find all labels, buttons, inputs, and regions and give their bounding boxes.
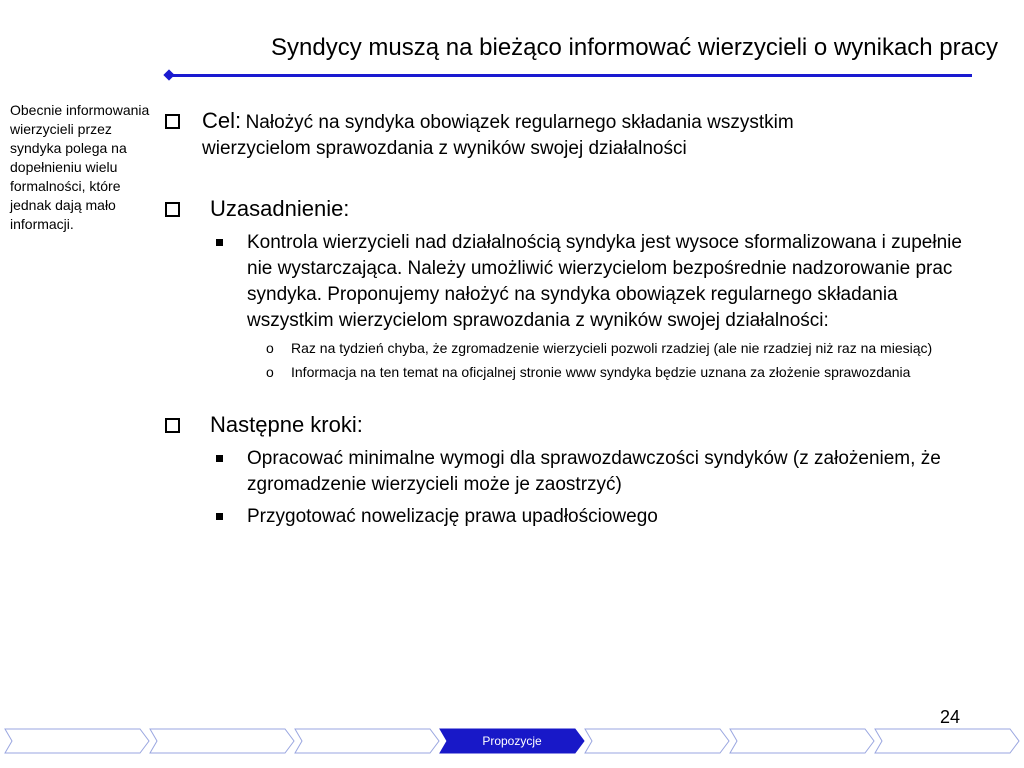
list-item [203, 504, 975, 530]
nastepne-bullet-text: Opracować minimalne wymogi dla sprawozdawczości syndyków (z założeniem, że zgromadzenie wierzycieli może je zaostrzyć) [247, 448, 941, 495]
section-navigation-bar [0, 728, 1024, 754]
list-item [247, 338, 975, 358]
nav-tab-2[interactable] [149, 728, 295, 754]
section-nastepne-kroki [165, 412, 975, 438]
checkbox-bullet-icon [165, 202, 180, 217]
cel-text-line2: wierzycielom sprawozdania z wyników swojej działalności [202, 138, 687, 159]
nav-tab-1[interactable] [4, 728, 150, 754]
circle-bullet-icon: o [266, 340, 274, 356]
nastepne-heading: Następne kroki: [210, 412, 363, 437]
sub-bullet-text: Informacja na ten temat na oficjalnej stronie www syndyka będzie uznana za złożenie sprawozdania [291, 364, 911, 380]
nav-tab-7[interactable] [874, 728, 1020, 754]
title-underline-diamond [163, 69, 174, 80]
list-item [247, 362, 975, 382]
list-item [203, 446, 975, 498]
chevron-tab-shape [584, 728, 730, 754]
list-item [203, 230, 975, 382]
slide-title: Syndycy muszą na bieżąco informować wierzycieli o wynikach pracy [271, 34, 998, 61]
slide-content [165, 108, 975, 530]
chevron-tab-shape [149, 728, 295, 754]
chevron-tab-shape [4, 728, 150, 754]
circle-bullet-icon: o [266, 364, 274, 380]
cel-text-line1: Nałożyć na syndyka obowiązek regularnego składania wszystkim [245, 112, 794, 133]
nav-tab-3[interactable] [294, 728, 440, 754]
sub-bullet-text: Raz na tydzień chyba, że zgromadzenie wierzycieli pozwoli rzadziej (ale nie rzadziej niż raz na miesiąc) [291, 340, 933, 356]
page-number: 24 [940, 707, 961, 727]
title-underline [170, 74, 972, 77]
cel-heading: Cel: [202, 108, 242, 133]
section-uzasadnienie [165, 196, 975, 222]
uzasadnienie-sublist [203, 338, 975, 382]
square-bullet-icon [216, 455, 223, 462]
nav-tab-propozycje[interactable] [439, 728, 585, 754]
chevron-tab-shape [874, 728, 1020, 754]
section-cel [165, 108, 975, 162]
nav-tab-label: Propozycje [482, 734, 542, 748]
uzasadnienie-heading: Uzasadnienie: [210, 196, 350, 221]
nastepne-bullet-text: Przygotować nowelizację prawa upadłościowego [247, 506, 658, 527]
square-bullet-icon [216, 513, 223, 520]
sidenote: Obecnie informowania wierzycieli przez syndyka polega na dopełnieniu wielu formalności, które jednak dają mało informacji. [10, 102, 150, 232]
checkbox-bullet-icon [165, 114, 180, 129]
chevron-tab-shape [729, 728, 875, 754]
uzasadnienie-bullet-text: Kontrola wierzycieli nad działalnością syndyka jest wysoce sformalizowana i zupełnie nie wystarczająca. Należy umożliwić wierzycielom bezpośrednie nadzorowanie prac syndyka. Proponujemy nałożyć na syndyka obowiązek regularnego składania wszystkim wierzycielom sprawozdania z wyników swojej działalności: [247, 232, 962, 331]
square-bullet-icon [216, 239, 223, 246]
checkbox-bullet-icon [165, 418, 180, 433]
nav-tab-6[interactable] [729, 728, 875, 754]
nav-tab-5[interactable] [584, 728, 730, 754]
chevron-tab-shape [294, 728, 440, 754]
uzasadnienie-list [165, 230, 975, 382]
nastepne-list [165, 446, 975, 530]
